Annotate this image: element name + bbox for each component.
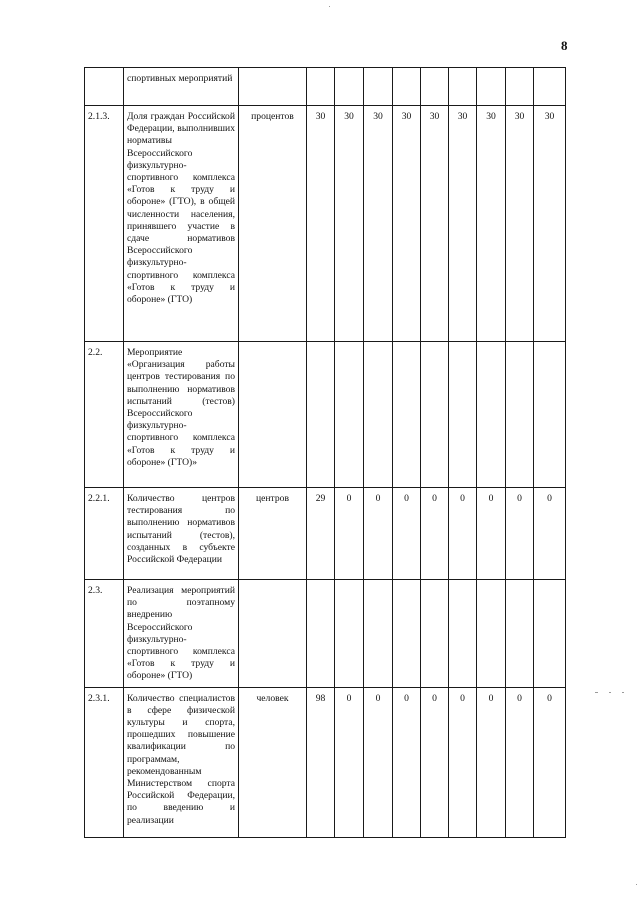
unit-cell: процентов (239, 106, 307, 342)
value-cell (421, 342, 449, 488)
table-row (85, 488, 566, 580)
value-cell (364, 580, 393, 688)
table-row (85, 68, 566, 106)
value-cell: 30 (421, 106, 449, 342)
scan-speck (609, 692, 611, 693)
value-cell: 0 (534, 687, 566, 837)
value-cell: 0 (335, 488, 364, 580)
value-cell (393, 68, 421, 106)
value-cell: 0 (421, 687, 449, 837)
value-cell (477, 68, 506, 106)
row-number: 2.3. (85, 580, 124, 688)
value-cell (307, 68, 335, 106)
table-row (85, 687, 566, 837)
value-cell (506, 342, 534, 488)
indicator-name: спортивных мероприятий (124, 68, 239, 106)
table-row (85, 580, 566, 688)
value-cell: 0 (364, 687, 393, 837)
unit-cell: человек (239, 687, 307, 837)
value-cell: 30 (307, 106, 335, 342)
value-cell (393, 580, 421, 688)
value-cell: 98 (307, 687, 335, 837)
scan-speck (622, 692, 624, 693)
value-cell: 0 (364, 488, 393, 580)
value-cell (364, 342, 393, 488)
value-cell: 30 (506, 106, 534, 342)
scan-speck (595, 692, 598, 693)
value-cell (307, 342, 335, 488)
value-cell (477, 342, 506, 488)
value-cell: 30 (449, 106, 477, 342)
value-cell: 30 (477, 106, 506, 342)
row-number (85, 68, 124, 106)
value-cell (449, 342, 477, 488)
row-number: 2.2. (85, 342, 124, 488)
value-cell: 30 (393, 106, 421, 342)
value-cell: 0 (335, 687, 364, 837)
value-cell: 0 (393, 687, 421, 837)
value-cell: 0 (477, 687, 506, 837)
value-cell: 0 (477, 488, 506, 580)
value-cell: 30 (534, 106, 566, 342)
value-cell: 30 (364, 106, 393, 342)
indicator-name: Количество центров тестирования по выполнению нормативов испытаний (тестов), созданных в субъекте Российской Федерации (124, 488, 239, 580)
value-cell (506, 580, 534, 688)
value-cell (335, 580, 364, 688)
row-number: 2.2.1. (85, 488, 124, 580)
indicator-name: Количество специалистов в сфере физической культуры и спорта, прошедших повышение квалификации по программам, рекомендованным Министерством спорта Российской Федерации, по введению и реализации (124, 687, 239, 837)
value-cell (534, 342, 566, 488)
value-cell: 0 (506, 687, 534, 837)
value-cell (393, 342, 421, 488)
table-row (85, 342, 566, 488)
value-cell (506, 68, 534, 106)
value-cell: 0 (449, 687, 477, 837)
indicators-table (84, 67, 566, 838)
value-cell (534, 580, 566, 688)
value-cell (449, 580, 477, 688)
indicator-name: Мероприятие «Организация работы центров тестирования по выполнению нормативов испытаний (тестов) Всероссийского физкультурно-спортивного комплекса «Готов к труду и обороне» (ГТО)» (124, 342, 239, 488)
page-number: 8 (561, 38, 568, 53)
value-cell: 0 (449, 488, 477, 580)
unit-cell (239, 68, 307, 106)
value-cell (421, 68, 449, 106)
value-cell: 0 (534, 488, 566, 580)
indicator-name: Доля граждан Российской Федерации, выполнивших нормативы Всероссийского физкультурно-спортивного комплекса «Готов к труду и обороне» (ГТО), в общей численности населения, принявшего участие в сдаче нормативов Всероссийского физкультурно-спортивного комплекса «Готов к труду и обороне» (ГТО) (124, 106, 239, 342)
table-row (85, 106, 566, 342)
row-number: 2.3.1. (85, 687, 124, 837)
value-cell (449, 68, 477, 106)
value-cell (335, 342, 364, 488)
indicator-name: Реализация мероприятий по поэтапному внедрению Всероссийского физкультурно-спортивного комплекса «Готов к труду и обороне» (ГТО) (124, 580, 239, 688)
row-number: 2.1.3. (85, 106, 124, 342)
value-cell (335, 68, 364, 106)
value-cell (534, 68, 566, 106)
value-cell: 0 (506, 488, 534, 580)
value-cell: 0 (421, 488, 449, 580)
value-cell: 29 (307, 488, 335, 580)
unit-cell (239, 580, 307, 688)
value-cell: 30 (335, 106, 364, 342)
scan-speck (329, 6, 330, 7)
unit-cell (239, 342, 307, 488)
value-cell (307, 580, 335, 688)
value-cell (364, 68, 393, 106)
scan-speck (636, 884, 637, 885)
value-cell (421, 580, 449, 688)
unit-cell: центров (239, 488, 307, 580)
value-cell (477, 580, 506, 688)
value-cell: 0 (393, 488, 421, 580)
